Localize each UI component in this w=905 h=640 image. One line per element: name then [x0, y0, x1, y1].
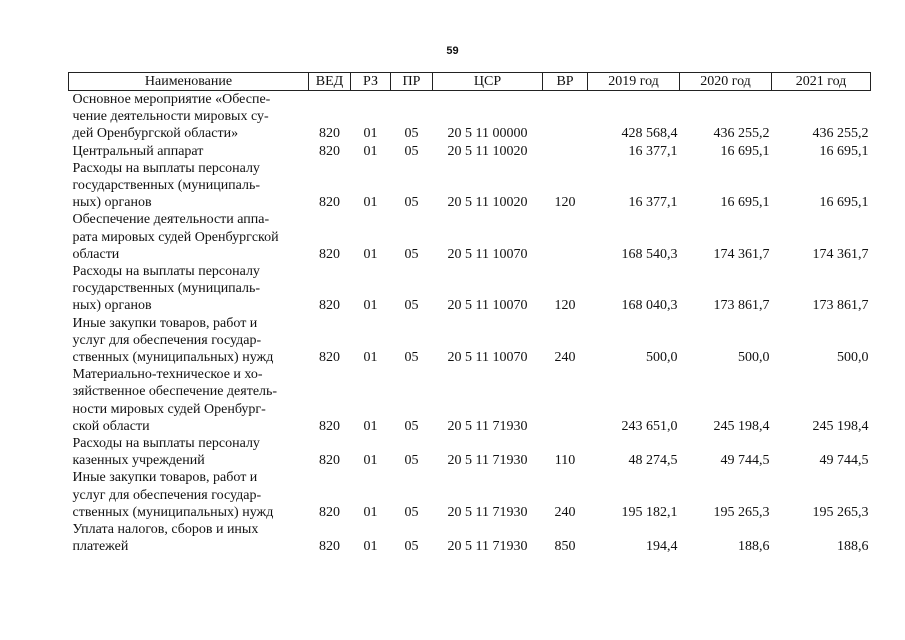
header-pr: ПР	[391, 73, 433, 91]
header-name: Наименование	[69, 73, 309, 91]
row-vr: 120	[554, 298, 576, 314]
row-pr: 05	[404, 418, 419, 434]
row-pr: 05	[404, 195, 419, 211]
row-csr: 20 5 11 00000	[447, 126, 528, 142]
table-row	[69, 435, 871, 469]
row-vr: 240	[554, 504, 576, 520]
row-2021: 195 265,3	[812, 504, 869, 520]
page-number: 59	[446, 45, 459, 57]
row-name: Центральный аппарат	[72, 143, 204, 159]
row-vr: 850	[554, 539, 576, 555]
row-pr: 05	[404, 350, 419, 366]
row-csr: 20 5 11 10070	[447, 350, 528, 366]
row-pr: 05	[404, 453, 419, 469]
row-pr: 05	[404, 246, 419, 262]
row-pr: 05	[404, 298, 419, 314]
row-2019: 16 377,1	[628, 195, 678, 211]
row-2021: 173 861,7	[812, 298, 869, 314]
row-ved: 820	[319, 418, 340, 434]
row-pr: 05	[404, 143, 419, 159]
row-csr: 20 5 11 10020	[447, 143, 528, 159]
row-ved: 820	[319, 143, 340, 159]
row-name: Уплата налогов, сборов и иных платежей	[72, 522, 259, 555]
header-2021: 2021 год	[772, 73, 871, 91]
table-row	[69, 521, 871, 555]
row-csr: 20 5 11 10070	[447, 298, 528, 314]
table-row	[69, 211, 871, 263]
row-2019: 168 040,3	[621, 298, 678, 314]
row-ved: 820	[319, 504, 340, 520]
row-vr: 110	[554, 453, 576, 469]
table-row	[69, 91, 871, 143]
row-ved: 820	[319, 126, 340, 142]
row-name: Расходы на выплаты персоналу государственных (муниципаль- ных) органов	[72, 160, 261, 211]
row-ved: 820	[319, 195, 340, 211]
row-2020: 188,6	[738, 539, 770, 555]
header-ved: ВЕД	[309, 73, 351, 91]
row-vr	[543, 91, 588, 143]
table-row	[69, 469, 871, 521]
row-2020: 16 695,1	[720, 195, 770, 211]
row-csr: 20 5 11 71930	[447, 504, 528, 520]
row-ved: 820	[319, 453, 340, 469]
row-vr	[543, 143, 588, 160]
row-2021: 436 255,2	[812, 126, 869, 142]
row-pr: 05	[404, 126, 419, 142]
row-ved: 820	[319, 298, 340, 314]
row-rz: 01	[363, 350, 378, 366]
row-csr: 20 5 11 71930	[447, 539, 528, 555]
row-vr	[543, 211, 588, 263]
row-rz: 01	[363, 126, 378, 142]
row-2020: 245 198,4	[713, 418, 770, 434]
row-rz: 01	[363, 453, 378, 469]
row-csr: 20 5 11 10020	[447, 195, 528, 211]
row-2020: 195 265,3	[713, 504, 770, 520]
row-2019: 195 182,1	[621, 504, 678, 520]
row-vr: 240	[554, 350, 576, 366]
row-2020: 174 361,7	[713, 246, 770, 262]
header-rz: РЗ	[351, 73, 391, 91]
row-2019: 194,4	[646, 539, 678, 555]
row-rz: 01	[363, 195, 378, 211]
table-row	[69, 315, 871, 367]
header-vr: ВР	[543, 73, 588, 91]
row-2020: 500,0	[738, 350, 770, 366]
row-name: Материально-техническое и хо- зяйственное обеспечение деятель- ности мировых судей Оренбург- ской области	[72, 367, 278, 434]
header-csr: ЦСР	[433, 73, 543, 91]
table-header-row	[69, 73, 871, 91]
row-2020: 16 695,1	[720, 143, 770, 159]
row-ved: 820	[319, 539, 340, 555]
row-name: Расходы на выплаты персоналу государственных (муниципаль- ных) органов	[72, 264, 261, 314]
row-2021: 245 198,4	[812, 418, 869, 434]
row-name: Обеспечение деятельности аппа- рата мировых судей Оренбургской области	[72, 212, 279, 262]
row-2020: 436 255,2	[713, 126, 770, 142]
row-2019: 428 568,4	[621, 126, 678, 142]
row-2021: 49 744,5	[819, 453, 869, 469]
row-rz: 01	[363, 143, 378, 159]
row-2021: 16 695,1	[819, 195, 869, 211]
table-row	[69, 263, 871, 315]
row-2020: 173 861,7	[713, 298, 770, 314]
row-vr: 120	[554, 195, 576, 211]
row-pr: 05	[404, 539, 419, 555]
row-2021: 500,0	[837, 350, 869, 366]
row-2019: 16 377,1	[628, 143, 678, 159]
row-rz: 01	[363, 539, 378, 555]
row-rz: 01	[363, 418, 378, 434]
row-pr: 05	[404, 504, 419, 520]
header-2019: 2019 год	[588, 73, 680, 91]
row-name: Иные закупки товаров, работ и услуг для обеспечения государ- ственных (муниципальных) нужд	[72, 315, 274, 366]
row-2021: 16 695,1	[819, 143, 869, 159]
row-vr	[543, 366, 588, 435]
row-name: Иные закупки товаров, работ и услуг для обеспечения государ- ственных (муниципальных) нужд	[72, 470, 274, 520]
budget-table	[68, 72, 871, 555]
table-row	[69, 160, 871, 212]
row-ved: 820	[319, 246, 340, 262]
row-rz: 01	[363, 298, 378, 314]
row-csr: 20 5 11 10070	[447, 246, 528, 262]
row-csr: 20 5 11 71930	[447, 418, 528, 434]
table-row	[69, 143, 871, 160]
row-name: Основное мероприятие «Обеспе- чение деятельности мировых су- дей Оренбургской области»	[72, 92, 271, 142]
row-rz: 01	[363, 504, 378, 520]
row-2021: 174 361,7	[812, 246, 869, 262]
row-2021: 188,6	[837, 539, 869, 555]
row-ved: 820	[319, 350, 340, 366]
row-name: Расходы на выплаты персоналу казенных учреждений	[72, 436, 260, 469]
header-2020: 2020 год	[680, 73, 772, 91]
row-2020: 49 744,5	[720, 453, 770, 469]
row-2019: 48 274,5	[628, 453, 678, 469]
row-rz: 01	[363, 246, 378, 262]
row-2019: 500,0	[646, 350, 678, 366]
table-row	[69, 366, 871, 435]
row-2019: 168 540,3	[621, 246, 678, 262]
row-2019: 243 651,0	[621, 418, 678, 434]
row-csr: 20 5 11 71930	[447, 453, 528, 469]
